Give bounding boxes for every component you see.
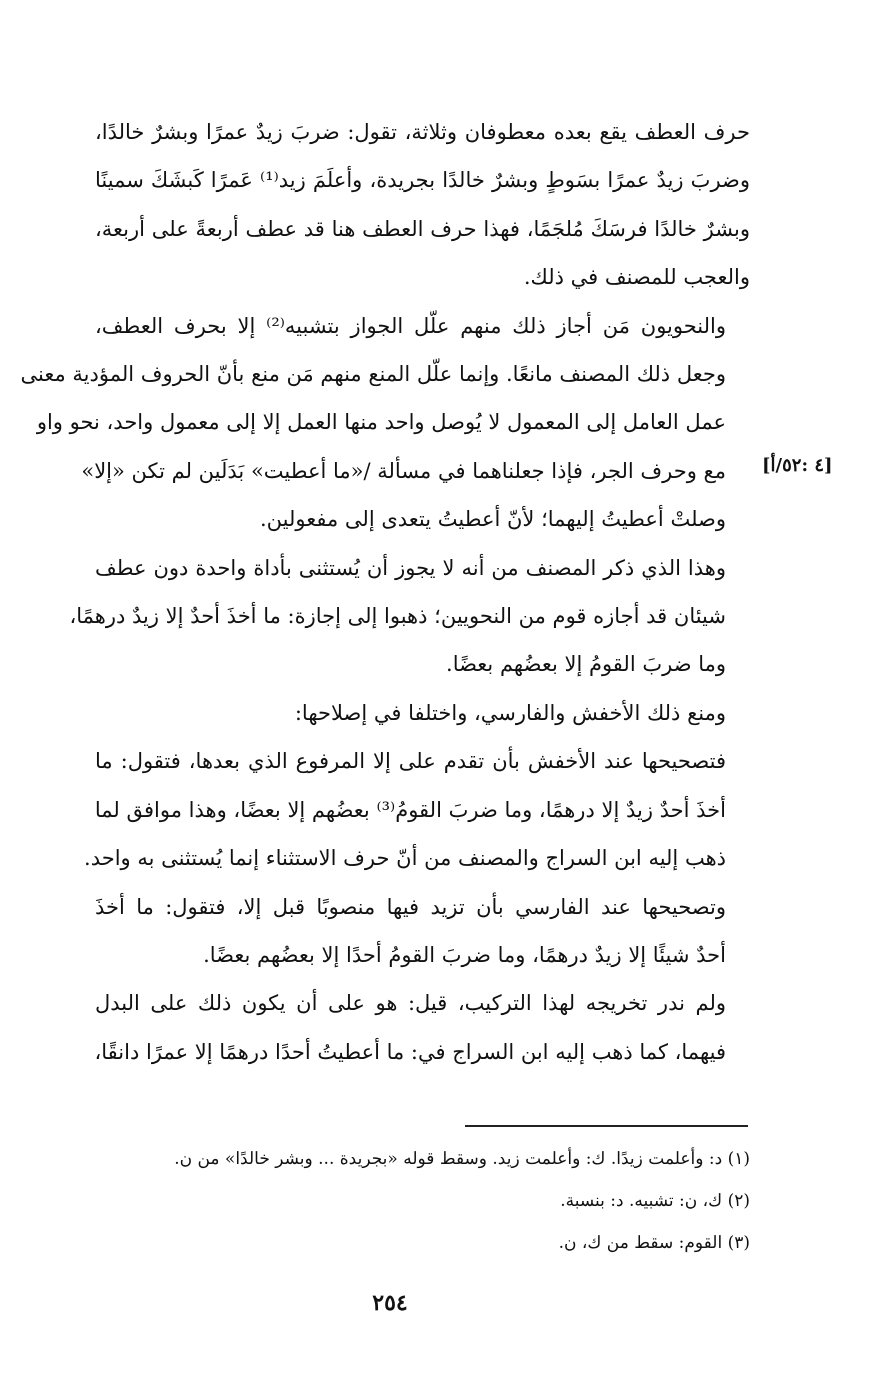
footnote-1: (١) د: وأعلمت زيدًا. ك: وأعلمت زيد. وسقط قوله «بجريدة ... وبشر خالدًا» من ن.: [174, 1149, 750, 1169]
paragraph-4: [95, 689, 750, 737]
paragraph-1: [95, 108, 750, 302]
page-number: ٢٥٤: [372, 1290, 408, 1316]
text-line: فتصحيحها عند الأخفش بأن تقدم على إلا المرفوع الذي بعدها، فتقول: ما: [95, 749, 726, 774]
footnotes: [95, 1138, 750, 1264]
paragraph-6: [95, 883, 750, 980]
footnote-3: (٣) القوم: سقط من ك، ن.: [558, 1233, 750, 1253]
text-line: ومنع ذلك الأخفش والفارسي، واختلفا في إصلاحها:: [294, 700, 726, 725]
text-line: شيئان قد أجازه قوم من النحويين؛ ذهبوا إلى إجازة: ما أخذَ أحدٌ إلا زيدٌ درهمًا،: [69, 604, 726, 629]
text-line: ذهب إليه ابن السراج والمصنف من أنّ حرف الاستثناء إنما يُستثنى به واحد.: [84, 846, 726, 871]
text-line: وما ضربَ القومُ إلا بعضُهم بعضًا.: [446, 652, 726, 677]
text-line: فيهما، كما ذهب إليه ابن السراج في: ما أعطيتُ أحدًا درهمًا إلا عمرًا دانقًا،: [94, 1039, 726, 1064]
text-line: عمل العامل إلى المعمول لا يُوصل واحد منها العمل إلا إلى معمول واحد، نحو واو: [36, 410, 726, 435]
text-line: ولم ندر تخريجه لهذا التركيب، قيل: هو على أن يكون ذلك على البدل: [95, 991, 726, 1016]
footnote-separator: [465, 1125, 748, 1127]
text-line: وتصحيحها عند الفارسي بأن تزيد فيها منصوبًا قبل إلا، فتقول: ما أخذَ: [95, 894, 726, 919]
main-text: [20, 108, 751, 1076]
text-line: وجعل ذلك المصنف مانعًا. وإنما علّل المنع منهم مَن منع بأنّ الحروف المؤدية معنى: [20, 362, 726, 387]
manuscript-folio-reference: [٤ :٥٢/أ]: [762, 455, 833, 476]
text-line: والنحويون مَن أجاز ذلك منهم علّل الجواز بتشبيه⁽²⁾ إلا بحرف العطف،: [95, 313, 727, 338]
paragraph-3: [69, 544, 750, 689]
text-line: وصلتْ أعطيتُ إليهما؛ لأنّ أعطيتُ يتعدى إلى مفعولين.: [260, 507, 726, 532]
text-line: والعجب للمصنف في ذلك.: [523, 265, 750, 290]
text-line: مع وحرف الجر، فإذا جعلناهما في مسألة /«ما أعطيت» بَدَلَين لم تكن «إلا»: [81, 458, 726, 483]
footnote-2: (٢) ك، ن: تشبيه. د: بنسبة.: [560, 1191, 750, 1211]
paragraph-2: [20, 302, 750, 544]
paragraph-7: [95, 979, 750, 1076]
text-line: أحدٌ شيئًا إلا زيدٌ درهمًا، وما ضربَ القومُ أحدًا إلا بعضُهم بعضًا.: [203, 942, 726, 967]
paragraph-5: [84, 737, 750, 882]
text-line: وهذا الذي ذكر المصنف من أنه لا يجوز أن يُستثنى بأداة واحدة دون عطف: [95, 555, 726, 580]
text-line: حرف العطف يقع بعده معطوفان وثلاثة، تقول: ضربَ زيدٌ عمرًا وبشرٌ خالدًا،: [95, 120, 750, 144]
text-line: وضربَ زيدٌ عمرًا بسَوطٍ وبشرٌ خالدًا بجريدة، وأعلَمَ زيد⁽¹⁾ عَمرًا كَبشَكَ سمينًا: [95, 168, 751, 193]
text-line: وبشرٌ خالدًا فرسَكَ مُلجَمًا، فهذا حرف العطف هنا قد عطف أربعةً على أربعة،: [95, 216, 750, 241]
text-line: أخذَ أحدٌ زيدٌ إلا درهمًا، وما ضربَ القومُ⁽³⁾ بعضُهم إلا بعضًا، وهذا موافق لما: [94, 797, 726, 822]
